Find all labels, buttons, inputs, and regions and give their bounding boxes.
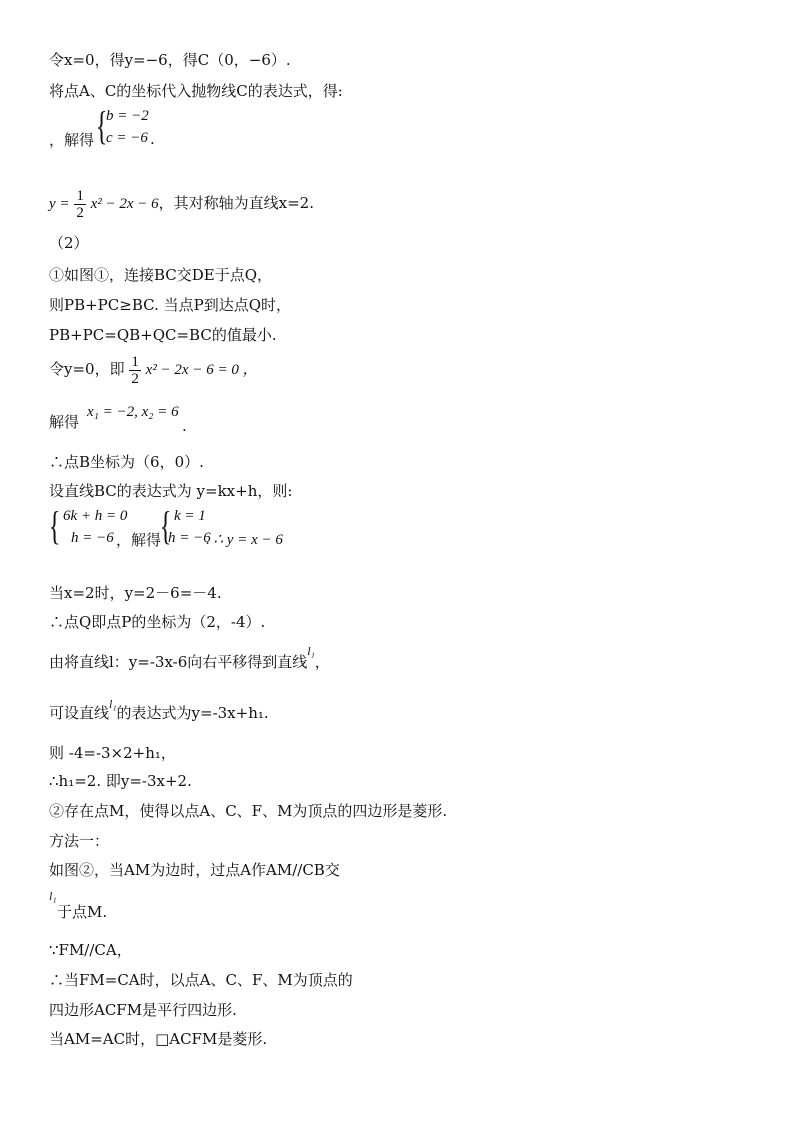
text-line-11: ∴点B坐标为（6，0）.	[49, 453, 204, 471]
text-line-3	[49, 130, 94, 150]
text-line-12: 设直线BC的表达式为 y=kx+h，则:	[49, 482, 293, 500]
left-brace: {	[48, 503, 61, 548]
fraction	[129, 354, 141, 387]
text-line-5: （2）	[49, 234, 89, 252]
text-line-15: ∴点Q即点P的坐标为（2，-4）.	[49, 613, 266, 631]
text-line-9	[49, 352, 258, 387]
fraction-numerator: 1	[76, 187, 84, 204]
text-part: 于点M.	[57, 903, 108, 921]
line-l1-symbol: l₁	[49, 889, 57, 903]
text-line-20: ②存在点M，使得以点A、C、F、M为顶点的四边形是菱形.	[49, 802, 448, 820]
text-line-21: 方法一：	[49, 832, 110, 850]
text-line-18: 则 -4=-3×2+h₁，	[49, 744, 176, 762]
system-row: c = −6	[106, 130, 148, 146]
text-line-17	[49, 697, 269, 724]
system-row: b = −2	[106, 108, 149, 124]
line-bc-equation: . ∴ y = x − 6	[206, 532, 283, 548]
system-row: 6k + h = 0	[63, 508, 128, 524]
text-line-6: ①如图①，连接BC交DE于点Q，	[49, 266, 273, 284]
text-part: 令y=0，即	[49, 360, 125, 378]
text-line-27: 当AM=AC时，□ACFM是菱形.	[49, 1030, 268, 1048]
text-part: ，	[314, 653, 330, 671]
text-line-2: 将点A、C的坐标代入抛物线C的表达式，得:	[49, 82, 343, 100]
equation-system-1	[92, 103, 172, 150]
text-line-25: ∴当FM=CA时，以点A、C、F、M为顶点的	[49, 971, 353, 989]
text-part: 解得	[49, 413, 80, 431]
left-brace: {	[95, 103, 108, 148]
roots-equation: x₁ = −2, x₂ = 6	[87, 404, 179, 420]
text-line-16	[49, 644, 330, 673]
text-line-26: 四边形ACFM是平行四边形.	[49, 1001, 237, 1019]
text-line-7: 则PB+PC≥BC. 当点P到达点Q时，	[49, 296, 291, 314]
line-l1-symbol: l₁	[109, 697, 117, 711]
text-line-4	[49, 186, 314, 221]
period: .	[150, 130, 155, 148]
text-line-23	[49, 902, 107, 922]
text-line-19: ∴h₁=2. 即y=-3x+2.	[49, 772, 192, 790]
period: .	[182, 417, 187, 435]
solve-prefix: ，解得	[49, 131, 95, 149]
equation-part: x² − 2x − 6 = 0 ，	[145, 362, 258, 378]
text-line-22: 如图②，当AM为边时，过点A作AM//CB交	[49, 861, 340, 879]
line-l1-symbol: l₁	[307, 644, 315, 658]
axis-text: ，其对称轴为直线x=2.	[158, 194, 314, 212]
equation-part: x² − 2x − 6	[90, 196, 159, 212]
fraction-numerator: 1	[131, 353, 139, 370]
fraction-denominator: 2	[76, 204, 84, 221]
text-part: 可设直线	[49, 704, 110, 722]
fraction	[74, 188, 86, 221]
system-row: h = −6	[168, 530, 211, 546]
text-part: 的表达式为y=-3x+h₁.	[116, 704, 269, 722]
fraction-denominator: 2	[131, 370, 139, 387]
text-line-8: PB+PC=QB+QC=BC的值最小.	[49, 326, 277, 344]
system-row: h = −6	[71, 530, 114, 546]
left-brace: {	[159, 503, 172, 548]
text-line-10	[49, 412, 79, 432]
text-line-24: ∵FM//CA，	[49, 941, 132, 959]
solve-text: ，解得	[116, 531, 162, 549]
equation-part: y =	[49, 196, 70, 212]
text-part: 由将直线l：y=-3x-6向右平移得到直线	[49, 653, 308, 671]
text-line-1: 令x=0，得y=−6，得C（0，−6）.	[49, 51, 291, 69]
system-row: k = 1	[174, 508, 206, 524]
text-line-14: 当x=2时，y=2－6=－4.	[49, 584, 222, 602]
